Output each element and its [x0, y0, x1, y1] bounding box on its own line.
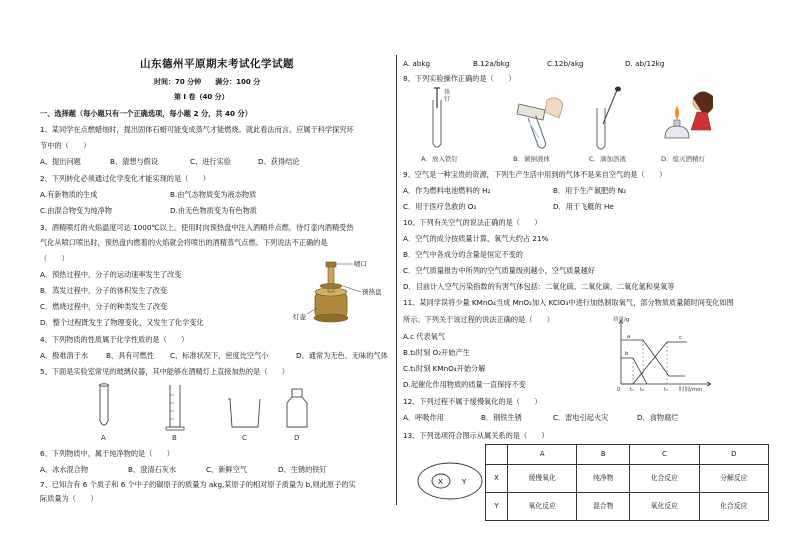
table-header-row — [486, 445, 769, 465]
q9-option-d: D．用于飞艇的 He — [553, 202, 614, 211]
table-cell: A — [508, 445, 577, 465]
glass-label-d: D — [294, 434, 300, 442]
q7-stem-2: 际质量为（ ） — [40, 494, 98, 503]
table-row — [486, 493, 769, 521]
q10-option-b: B．空气中各成分的含量是恒定不变的 — [403, 250, 523, 259]
q13-stem: 13、下列选项符合图示从属关系的是（ ） — [403, 431, 549, 440]
left-column — [38, 0, 393, 560]
q4-option-b: B、具有可燃性 — [106, 351, 155, 360]
q9-option-b: B．用于生产氮肥的 N₂ — [553, 186, 626, 195]
table-cell: 化合反应 — [699, 493, 768, 521]
op-label-a: A．放入铁钉 — [421, 155, 458, 163]
q1-option-b: B、猜想与假设 — [110, 157, 159, 166]
graph-series-c: c — [679, 335, 683, 341]
q2-option-b: B.由气态物质变为液态物质 — [170, 190, 257, 199]
q12-option-a: A．呼吸作用 — [403, 413, 444, 422]
q3-option-a: A．预热过程中，分子的运动速率发生了改变 — [40, 270, 182, 279]
table-cell: X — [486, 465, 508, 493]
op-label-b: B．倾倒液体 — [513, 155, 550, 163]
graph-ylabel: 质量/g — [613, 317, 630, 323]
iron-nail-label: 铁钉 — [444, 89, 451, 103]
table-cell: C — [630, 445, 699, 465]
lab-operations-figure — [421, 86, 741, 164]
preheat-label: 预热盘 — [362, 288, 382, 296]
q12-option-c: C．雷电引起火灾 — [553, 413, 609, 422]
pot-label: 灯壶 — [293, 313, 306, 321]
q9-option-c: C．用于医疗急救的 O₂ — [403, 202, 477, 211]
q2-option-d: D.由无色物质变为有色物质 — [170, 206, 257, 215]
table-cell: 缓慢氧化 — [508, 465, 577, 493]
q6-option-d: D、生锈的铁钉 — [278, 465, 327, 474]
exam-title: 山东德州平原期末考试化学试题 — [140, 58, 294, 70]
q3-stem-3: （ ） — [40, 254, 69, 263]
q5-stem: 5、下面是实验室常见的玻璃仪器，其中能够在酒精灯上直接加热的是（ ） — [40, 367, 289, 376]
q7-option-c: C.12b/akg — [547, 59, 584, 68]
q6-option-c: C、新鲜空气 — [206, 465, 247, 474]
q12-option-d: D．食物腐烂 — [637, 413, 679, 422]
q10-stem: 10、下列有关空气的说法正确的是（ ） — [403, 218, 542, 227]
table-cell: 分解反应 — [699, 465, 768, 493]
table-cell: 氧化反应 — [508, 493, 577, 521]
table-cell — [486, 445, 508, 465]
glassware-figure — [88, 381, 328, 443]
q1-stem: 1、某同学在点燃蜡烛时，提出固体石蜡可能变成蒸气才能燃烧。就此看法而言，应属于科学探究环 — [40, 125, 354, 134]
q13-table — [485, 444, 769, 521]
table-cell: 纯净物 — [577, 465, 630, 493]
q11-option-d: D.起催化作用物质的质量一直保持不变 — [403, 380, 526, 389]
graph-tick-0: 0 — [617, 387, 621, 392]
section-heading: 一、选择题（每小题只有一个正确选项，每小题 2 分，共 40 分） — [40, 109, 252, 118]
table-cell: 混合物 — [577, 493, 630, 521]
exam-meta: 时间：70 分钟 满分：100 分 — [154, 78, 261, 86]
q3-option-d: D．整个过程既发生了物理变化，又发生了化学变化 — [40, 318, 204, 327]
q6-option-b: B、澄清石灰水 — [128, 465, 177, 474]
q9-option-a: A．作为燃料电池燃料的 H₂ — [403, 186, 491, 195]
alcohol-blowtorch-figure — [293, 256, 388, 328]
graph-tick-t3: t₃ — [664, 387, 668, 392]
graph-series-a: a — [627, 334, 631, 340]
q4-option-a: A、极难溶于水 — [40, 351, 89, 360]
nozzle-label: 喷口 — [354, 260, 367, 268]
glass-label-c: C — [242, 434, 247, 442]
q6-stem: 6、下列物质中，属于纯净物的是（ ） — [40, 449, 174, 458]
graph-xlabel: 时间/min — [679, 387, 703, 392]
q7-option-a: A. abkg — [403, 59, 431, 68]
q11-option-b: B.t₂时刻 O₂开始产生 — [403, 348, 470, 357]
q9-stem: 9、空气是一种宝贵的资源，下列生产生活中用到的气体不是来自空气的是（ ） — [403, 170, 667, 179]
op-label-d: D．熄灭酒精灯 — [661, 155, 706, 163]
q11-stem: 11、某同学误将少量 KMnO₄当成 MnO₂加入 KClO₃中进行加热制取氧气，部分物质质量随时间变化如图 — [403, 298, 734, 307]
q11-stem-2: 所示。下列关于该过程的说法正确的是（ ） — [403, 315, 554, 324]
q10-option-a: A．空气的成分按质量计算，氧气大约占 21% — [403, 234, 549, 243]
op-label-c: C．滴加溶液 — [589, 155, 627, 163]
q2-stem: 2、下列转化必须通过化学变化才能实现的是（ ） — [40, 174, 210, 183]
q7-option-d: D. ab/12kg — [625, 59, 665, 68]
q1-stem-2: 节中的（ ） — [40, 141, 91, 150]
table-row — [486, 465, 769, 493]
q3-option-c: C．燃烧过程中，分子的种类发生了改变 — [40, 302, 168, 311]
q10-option-c: C．空气质量报告中所列的空气质量级别越小，空气质量越好 — [403, 266, 595, 275]
q4-option-c: C、标准状况下，密度比空气小 — [170, 351, 269, 360]
column-divider — [396, 55, 397, 505]
table-cell: 氧化反应 — [630, 493, 699, 521]
q7-option-b: B.12a/bkg — [473, 59, 510, 68]
q4-option-d: D、通常为无色、无味的气体 — [296, 351, 388, 360]
q4-stem: 4、下列物质的性质属于化学性质的是（ ） — [40, 335, 189, 344]
q3-stem: 3、酒精喷灯的火焰温度可达 1000℃以上。使用时向预热盘中注入酒精并点燃，待灯壶内酒精受热 — [40, 223, 354, 232]
table-cell: B — [577, 445, 630, 465]
graph-tick-t1: t₁ — [630, 387, 634, 392]
q1-option-a: A、提出问题 — [40, 157, 81, 166]
table-cell: D — [699, 445, 768, 465]
venn-y-label: Y — [462, 478, 467, 486]
q1-option-d: D、获得结论 — [258, 157, 300, 166]
q12-stem: 12、下列过程不属于缓慢氧化的是（ ） — [403, 397, 542, 406]
glass-label-a: A — [101, 434, 106, 442]
q3-option-b: B．蒸发过程中，分子的体积发生了改变 — [40, 286, 168, 295]
graph-series-b: b — [625, 351, 629, 357]
q6-option-a: A、冰水混合物 — [40, 465, 89, 474]
q10-option-d: D．目前计入空气污染指数的有害气体包括：二氧化硫、二氧化碳、二氧化氮和臭氧等 — [403, 282, 675, 291]
table-cell: Y — [486, 493, 508, 521]
table-cell: 化合反应 — [630, 465, 699, 493]
right-column — [401, 0, 771, 560]
graph-tick-t2: t₂ — [640, 387, 644, 392]
q2-option-a: A.有新物质的生成 — [40, 190, 98, 199]
q12-option-b: B．钢铁生锈 — [481, 413, 522, 422]
venn-diagram — [415, 458, 485, 504]
q11-option-a: A.c 代表氧气 — [403, 332, 446, 341]
q7-stem: 7、已知含有 6 个质子和 6 个中子的碳原子的质量为 akg,某原子的相对原子质量为 b,则此原子的实 — [40, 480, 356, 489]
part-heading: 第 I 卷（40 分） — [174, 93, 229, 101]
venn-x-label: X — [438, 478, 443, 486]
glass-label-b: B — [172, 434, 177, 442]
q1-option-c: C、进行实验 — [190, 157, 231, 166]
q2-option-c: C.由混合物变为纯净物 — [40, 206, 112, 215]
q8-stem: 8、下列实验操作正确的是（ ） — [403, 74, 516, 83]
q11-option-c: C.t₁时刻 KMnO₄开始分解 — [403, 364, 486, 373]
mass-time-graph — [607, 314, 717, 392]
q3-stem-2: 气化从喷口喷出时，预热盘内燃着的火焰就会将喷出的酒精蒸气点燃。下列说法不正确的是 — [40, 238, 328, 247]
